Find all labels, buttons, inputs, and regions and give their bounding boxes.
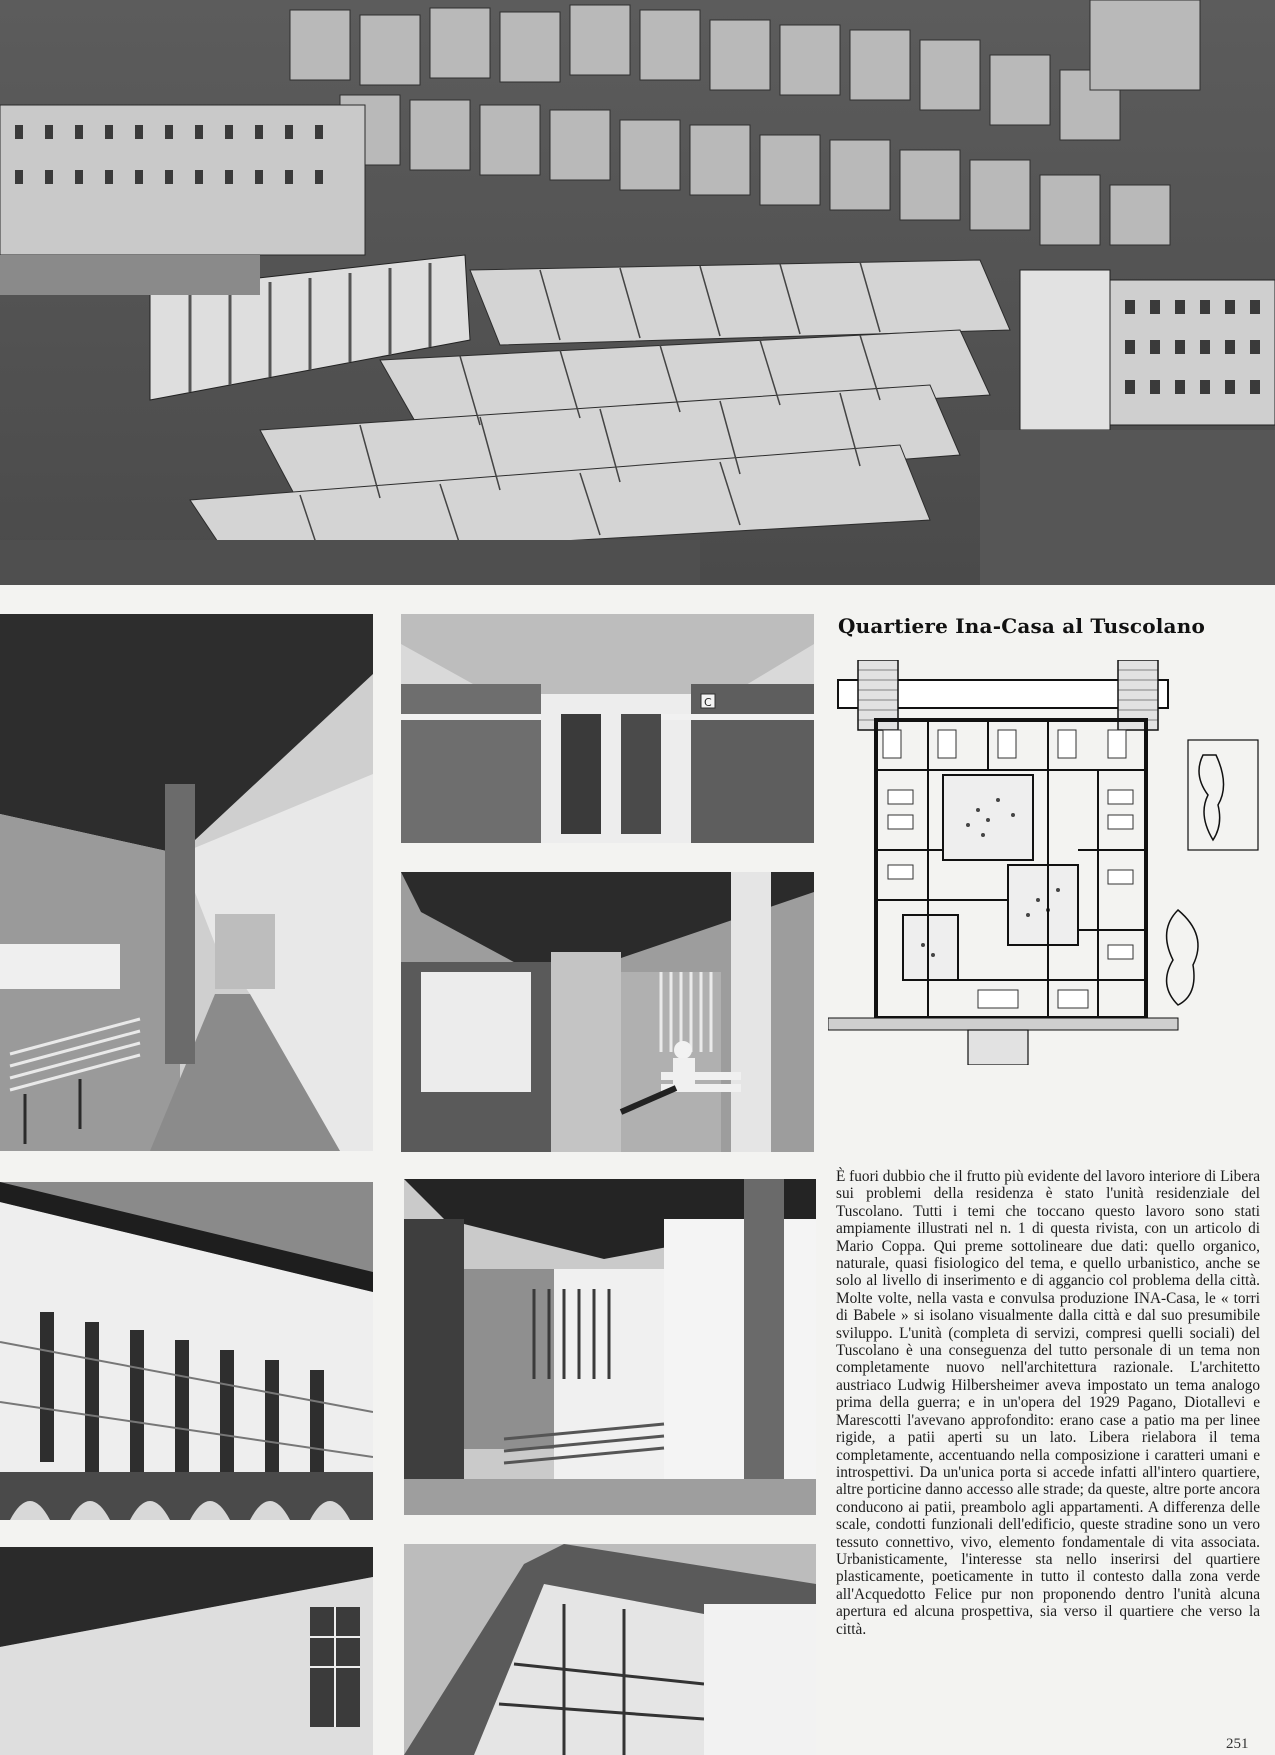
photo-passage-pergola: [404, 1179, 816, 1515]
stair-label: C: [704, 696, 712, 709]
floor-plan-drawing: [828, 660, 1268, 1065]
photo-eaves-right: [404, 1544, 816, 1755]
photo-covered-walkway-bench: [0, 614, 373, 1151]
photo-long-block-facade: [0, 1182, 373, 1520]
page-number: 251: [1226, 1736, 1249, 1752]
article-body-text: È fuori dubbio che il frutto più evidente del lavoro interiore di Libera sui problemi della residenza è stato l'unità residenziale del Tuscolano. Tutti i temi che toccano questo lavoro sono stati ampiamente illustrati nel n. 1 di questa rivista, con un articolo di Mario Coppa. Qui preme sottolineare due dati: quello organico, naturale, quasi fisiologico del tema, e quello urbanistico, anche se solo al livello di inserimento e di aggancio col problema della città. Molte volte, nella vasta e convulsa produzione INA-Casa, le « torri di Babele » si isolano visualmente dalla città e dal suo presumibile sviluppo. L'unità (completa di servizi, compresi quelli sociali) del Tuscolano è una conseguenza del tutto personale di un tema non completamente nuovo nell'architettura razionale. L'architetto austriaco Ludwig Hilbersheimer aveva impostato un tema analogo prima della guerra; e in un'opera del 1929 Pagano, Diotallevi e Marescotti l'avevano approfondito: erano case a patio ma per linee rigide, a patii aperti su un lato. Libera rielabora il tema completamente, accentuando nella composizione i caratteri umani e introspettivi. Da un'unica porta si accede infatti all'intero quartiere, altre porticine danno accesso alle strade; da queste, altre porte ancora conducono ai patii, preambolo agli appartamenti. A differenza delle scale, condotti funzionali dell'edificio, queste stradine sono un vero tessuto connettivo, vivo, elemento fondamentale di vita associata. Urbanisticamente, l'interesse sta nello inserirsi del quartiere plasticamente, poeticamente in tutto il contesto dalla zona verde all'Acquedotto Felice pur non proponendo dentro l'unità alcuna apertura ed alcuna prospettiva, sia verso il quartiere che verso la città.: [836, 1168, 1260, 1638]
article-title: Quartiere Ina-Casa al Tuscolano: [838, 614, 1205, 638]
photo-eaves-left: [0, 1547, 373, 1755]
aerial-photo-quarter: [0, 0, 1275, 585]
photo-patio-seated-resident: [401, 872, 814, 1152]
photo-entrance-gate: [401, 614, 814, 843]
